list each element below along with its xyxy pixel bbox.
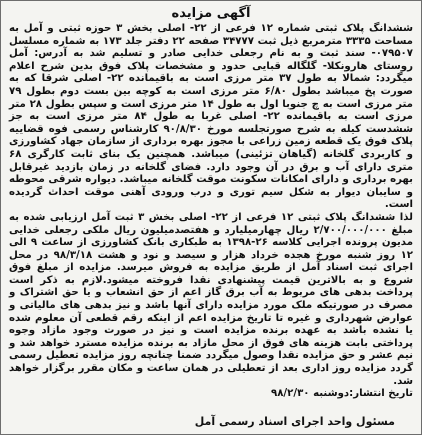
notice-title: آگهی مزایده [171, 6, 251, 21]
auction-notice [1, 1, 421, 405]
notice-paragraph-terms: لذا ششدانگ پلاک ثبتی ۱۲ فرعی از ۲۲- اصلی بخش ۳ ثبت آمل ارزیابی شده به مبلغ ۲/۷۰۰/۰۰۰/۰۰۰ ریال چهارمیلیارد و هفتصدمیلیون ریال ملکی رجعلی خدایی مدیون پرونده اجرایی کلاسه ۲۶-۱۳۹۸ به طبکاری بانک کشاورزی از ساعت ۹ الی ۱۲ روز شنبه مورخ هجده خرداد هزار و سیصد و نود و هشت ۹۸/۳/۱۸ در محل اجرای ثبت اسناد آمل از طریق مزایده به فروش میرسد. مزایده از مبلغ فوق شروع و به بالاترین قیمت پیشنهادی نقدا فروخته میشود.لازم به ذکر است پرداخت بدهی های مربوط به آب برق گاز اعم از حق انشعاب و یا حق اشتراک و مصرف در صورتیکه ملک مورد مزایده دارای آنها باشد و نیز بدهی های مالیاتی و عوارض شهرداری و غیره تا تاریخ مزایده اعم از اینکه رقم قطعی آن معلوم شده یا نشده باشد به عهده برنده مزایده است و نیز در صورت وجود مازاد وجوه پرداختی بابت هزینه های فوق از محل مازاد به برنده مزایده مسترد خواهد شد و نیم عشر و حق مزایده نقدا وصول میگردد ضمنا چنانچه روز مزایده تعطیل رسمی گردد مزایده روز اداری بعد از تعطیلی در همان ساعت و مکان مقرر برگزار خواهد شد. [9, 211, 413, 387]
publication-date: تاریخ انتشار:دوشنبه ۹۸/۲/۳۰ [270, 388, 413, 400]
notice-signature: مسئول واحد اجرای اسناد رسمی آمل [194, 415, 395, 428]
notice-paragraph-property: ششدانگ پلاک ثبتی شماره ۱۲ فرعی از ۲۲- اصلی بخش ۳ حوزه ثبتی و آمل به مساحت ۳۳۳۵ مترمربع ذیل ثبت ۳۴۷۷۷ صفحه ۲۲ دفتر جلد ۱۷۳ به شماره مسلسل ۰۷۹۵۰۷- سند ثبت و به نام رجعلی خدایی صادر و تسلیم شد به آدرس: آمل روستای هارونکلا- گلگاله قبایی حدود و مشخصات پلاک فوق بدین شرح اعلام میگردد: شمالا به طول ۳۷ متر مرزی است به باقیمانده ۲۲- اصلی شرقا که به صورت پخ میباشد بطول ۶/۸۰ متر مرزی است به کوچه بین بست دوم بطول ۷۹ متر مرزی است به چ جنوبا اول به طول ۱۴ متر مرزی است و سپس بطول ۲۸ متر مرزی است به باقیمانده ۲۲- اصلی غربا به طول ۸۴ متر مرزی است به جز ششدست کیله به شرح صورتجلسه مورخ ۹۰/۸/۳۰ کارشناس رسمی فوه قضاییه پلاک فوق یک قطعه زمین زراعی با مجوز بهره برداری از سازمان جهاد کشاورزی و کاربردی گلخانه (گیاهان تزئینی) میباشد. همچنین یک بنای ثابت کارگری ۶۸ متری دارای آب و برق در آن وجود دارد. فضای گلخانه در زمان بازدید غیرقابل بهره برداری و دارای امکانات سکونت موقت گلخانه میباشد. دیواره شرقی محوطه و سایبان دیوار به شکل سیم توری و درب ورودی آهنی موقت احداث گردیده است. [9, 23, 413, 211]
